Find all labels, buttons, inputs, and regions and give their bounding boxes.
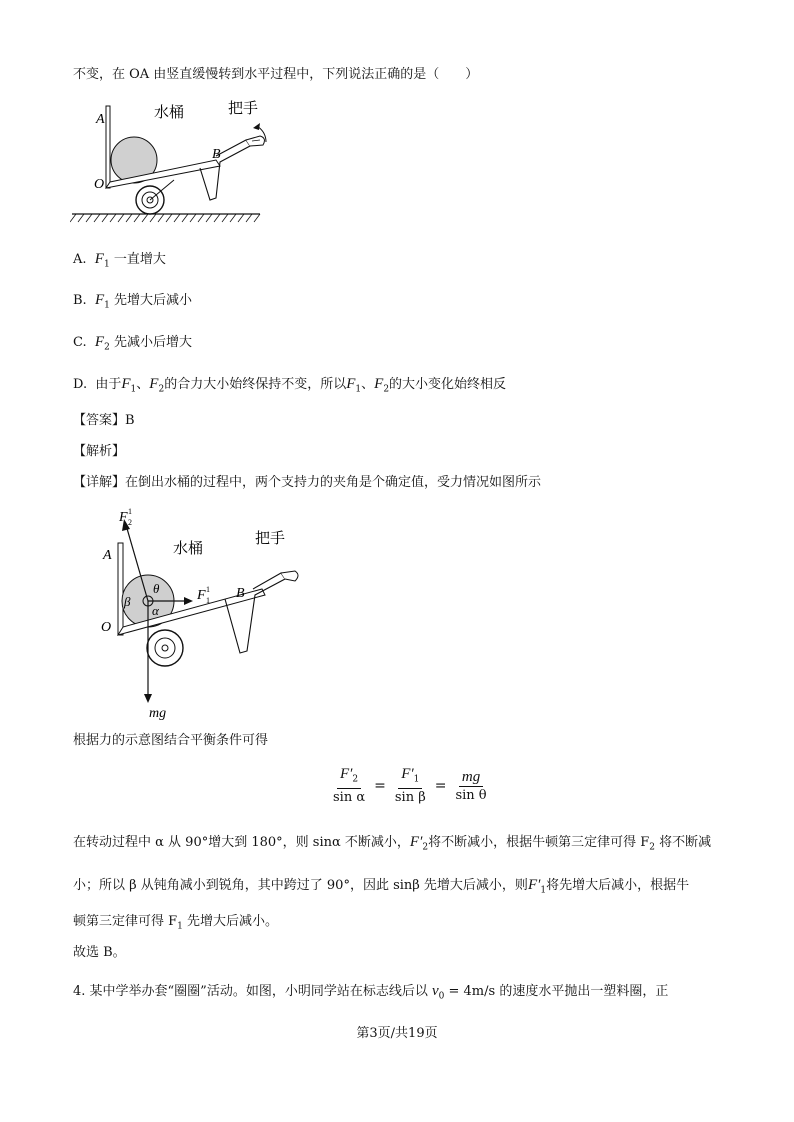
option-c: C. $F_2$ 先减小后增大 [73, 334, 192, 353]
answer: 【答案】B [73, 413, 135, 428]
wheelbarrow-figure [70, 96, 270, 236]
label-alpha: α [152, 603, 159, 618]
option-b: B. $F_1$ 先增大后减小 [73, 292, 193, 311]
label-beta: β [124, 594, 131, 609]
label-handle: 把手 [255, 529, 286, 547]
equilibrium-formula: $\frac{F'_2}{\text{sin α}}$ = $\frac{F'_1}{\text{sin β}}$ = $\frac{mg}{\text{sin θ}}$ [328, 764, 492, 808]
label-bucket: 水桶 [154, 103, 185, 121]
question-4-stem: 4. 某中学举办套“圈圈”活动。如图，小明同学站在标志线后以 $v_0 = 4m/s$ 的速度水平抛出一塑料圈，正 [73, 983, 669, 1002]
detail-text: 【详解】在倒出水桶的过程中，两个支持力的夹角是个确定值，受力情况如图所示 [73, 475, 542, 490]
force-diagram [95, 503, 315, 723]
label-theta: θ [153, 581, 160, 596]
label-F1-sub: 1 [206, 596, 210, 605]
label-bucket: 水桶 [173, 539, 204, 557]
label-F1: F [197, 588, 206, 603]
conclusion: 故选 B。 [73, 945, 126, 960]
label-F2-sup: 1 [128, 507, 132, 516]
label-handle: 把手 [228, 99, 259, 117]
label-B: B [236, 586, 245, 601]
label-O: O [101, 620, 112, 635]
explanation-line-1: 在转动过程中 α 从 90°增大到 180°，则 sinα 不断减小，$F'_2$将不断减小，根据牛顿第三定律可得 $F_2$ 将不断减 [73, 834, 712, 853]
question-stem: 不变，在 OA 由竖直缓慢转到水平过程中，下列说法正确的是（ ） [73, 67, 479, 82]
label-mg: mg [149, 706, 167, 721]
page-footer: 第3页/共19页 [356, 1026, 438, 1041]
fraction-1: $\frac{F'_2}{\text{sin α}}$ [333, 765, 366, 806]
label-F2-sub: 2 [128, 518, 132, 527]
explanation-line-3: 顿第三定律可得 $F_1$ 先增大后减小。 [73, 914, 279, 932]
analysis-heading: 【解析】 [73, 444, 126, 459]
label-A: A [103, 548, 112, 563]
fraction-2: $\frac{F'_1}{\text{sin β}}$ [394, 765, 426, 806]
label-F2: F [119, 510, 128, 525]
explanation-line-2: 小；所以 β 从钝角减小到锐角，其中跨过了 90°，因此 sinβ 先增大后减小，则$F'_1$将先增大后减小，根据牛 [73, 877, 690, 896]
label-A: A [96, 112, 105, 127]
option-a: A. $F_1$ 一直增大 [73, 251, 166, 270]
label-O: O [94, 177, 105, 192]
fraction-3: $\frac{mg}{\text{sin θ}}$ [455, 768, 487, 803]
option-d: D. 由于$F_1$、$F_2$的合力大小始终保持不变，所以$F_1$、$F_2$的大小变化始终相反 [73, 376, 507, 395]
label-B: B [212, 147, 221, 162]
formula-intro: 根据力的示意图结合平衡条件可得 [73, 733, 269, 748]
label-F1-sup: 1 [206, 585, 210, 594]
